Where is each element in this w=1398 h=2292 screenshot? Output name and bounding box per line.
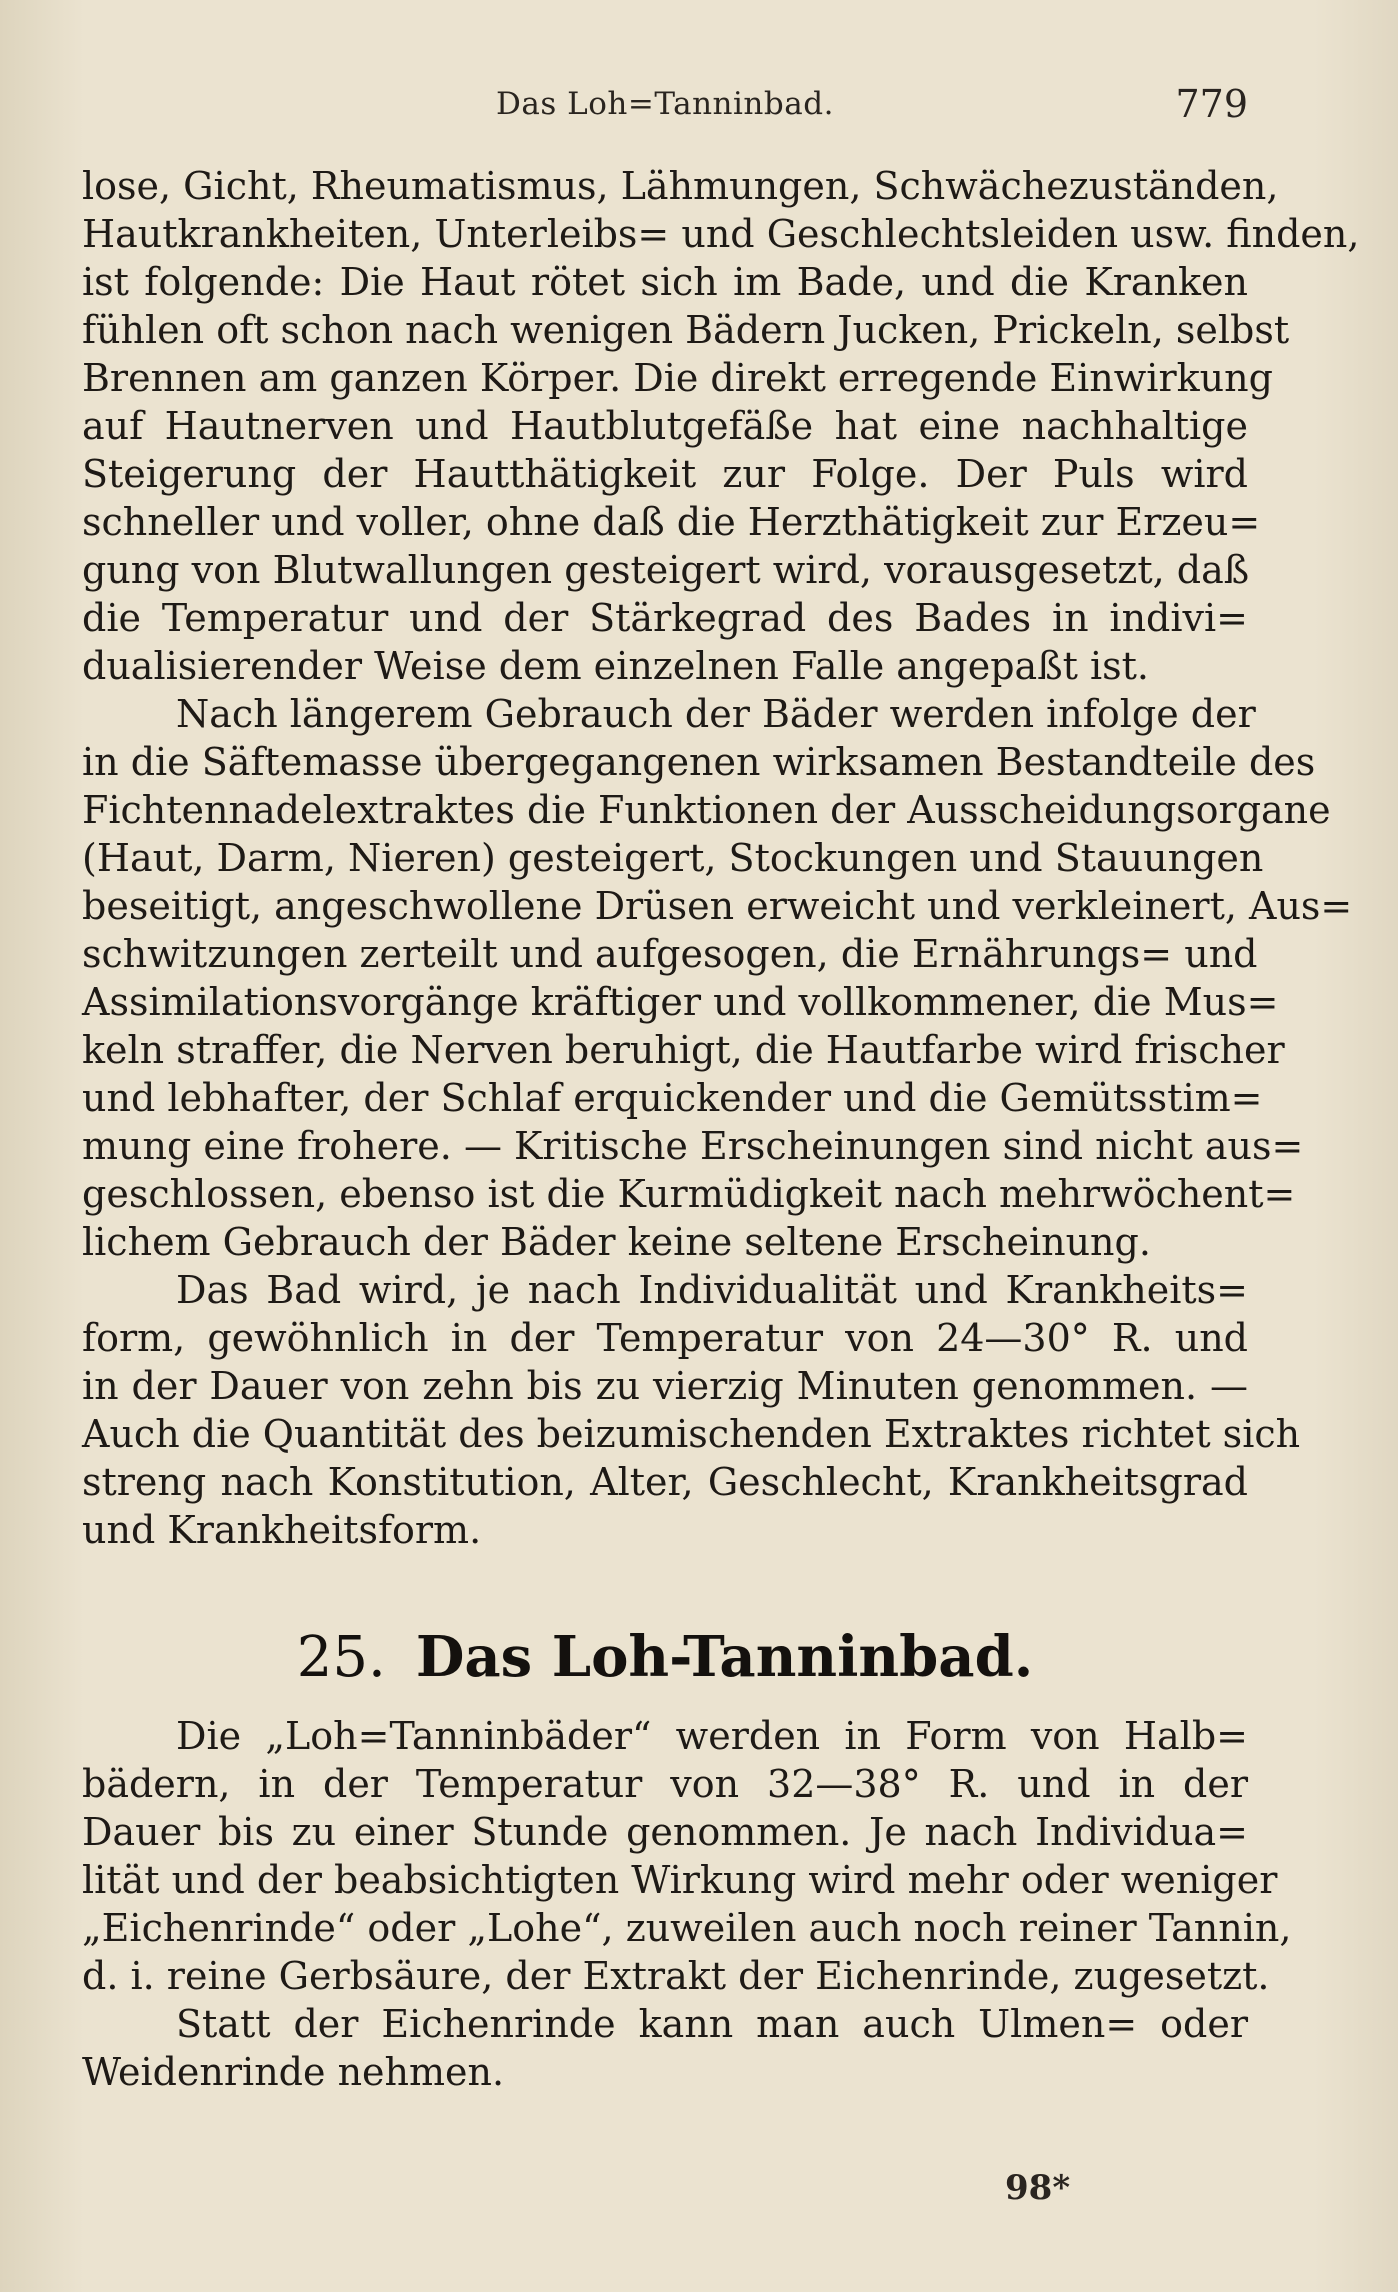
page-header <box>82 78 1248 138</box>
text-line: „Eichenrinde“ oder „Lohe“, zuweilen auch noch reiner Tannin, <box>82 1906 1292 1950</box>
text-line: schneller und voller, ohne daß die Herzthätigkeit zur Erzeu= <box>82 500 1261 544</box>
text-line: auf Hautnerven und Hautblutgefäße hat eine nachhaltige <box>82 404 1248 448</box>
text-line: lichem Gebrauch der Bäder keine seltene Erscheinung. <box>82 1220 1151 1264</box>
text-line: die Temperatur und der Stärkegrad des Bades in indivi= <box>82 596 1248 640</box>
text-line: Nach längerem Gebrauch der Bäder werden infolge der <box>176 692 1256 736</box>
section-heading <box>82 1602 1248 1712</box>
paragraph-4 <box>82 1712 1292 2000</box>
text-line: Brennen am ganzen Körper. Die direkt erregende Einwirkung <box>82 356 1273 400</box>
text-line: d. i. reine Gerbsäure, der Extrakt der Eichenrinde, zugesetzt. <box>82 1954 1270 1998</box>
text-line: Assimilationsvorgänge kräftiger und vollkommener, die Mus= <box>82 980 1279 1024</box>
paragraph-2 <box>82 690 1353 1266</box>
text-line: streng nach Konstitution, Alter, Geschlecht, Krankheitsgrad <box>82 1460 1248 1504</box>
text-line: Das Bad wird, je nach Individualität und Krankheits= <box>176 1268 1248 1312</box>
text-line: beseitigt, angeschwollene Drüsen erweicht und verkleinert, Aus= <box>82 884 1353 928</box>
text-line: lose, Gicht, Rheumatismus, Lähmungen, Schwächezuständen, <box>82 164 1279 208</box>
text-line: mung eine frohere. — Kritische Erscheinungen sind nicht aus= <box>82 1124 1304 1168</box>
text-line: ist folgende: Die Haut rötet sich im Bade, und die Kranken <box>82 260 1248 304</box>
text-line: schwitzungen zerteilt und aufgesogen, die Ernährungs= und <box>82 932 1258 976</box>
text-line: Dauer bis zu einer Stunde genommen. Je nach Individua= <box>82 1810 1248 1854</box>
text-line: fühlen oft schon nach wenigen Bädern Jucken, Prickeln, selbst <box>82 308 1290 352</box>
section-title: Das Loh-Tanninbad. <box>415 1624 1034 1690</box>
text-line: lität und der beabsichtigten Wirkung wird mehr oder weniger <box>82 1858 1278 1902</box>
text-line: in die Säftemasse übergegangenen wirksamen Bestandteile des <box>82 740 1316 784</box>
text-line: keln straffer, die Nerven beruhigt, die Hautfarbe wird frischer <box>82 1028 1285 1072</box>
text-line: Statt der Eichenrinde kann man auch Ulmen= oder <box>176 2002 1248 2046</box>
text-line: Weidenrinde nehmen. <box>82 2050 505 2094</box>
text-line: dualisierender Weise dem einzelnen Falle angepaßt ist. <box>82 644 1149 688</box>
page-number: 779 <box>1175 82 1248 126</box>
text-line: Die „Loh=Tanninbäder“ werden in Form von Halb= <box>176 1714 1248 1758</box>
text-line: und Krankheitsform. <box>82 1508 482 1552</box>
section-number: 25. <box>296 1625 386 1690</box>
text-line: Fichtennadelextraktes die Funktionen der Ausscheidungsorgane <box>82 788 1331 832</box>
text-line: Steigerung der Hautthätigkeit zur Folge. Der Puls wird <box>82 452 1248 496</box>
text-line: Hautkrankheiten, Unterleibs= und Geschlechtsleiden usw. finden, <box>82 212 1360 256</box>
body-text <box>82 162 1360 2096</box>
paragraph-3 <box>82 1266 1301 1554</box>
running-title: Das Loh=Tanninbad. <box>496 86 834 122</box>
paragraph-1 <box>82 162 1360 690</box>
text-line: in der Dauer von zehn bis zu vierzig Minuten genommen. — <box>82 1364 1248 1408</box>
text-line: bädern, in der Temperatur von 32—38° R. und in der <box>82 1762 1248 1806</box>
text-line: geschlossen, ebenso ist die Kurmüdigkeit nach mehrwöchent= <box>82 1172 1296 1216</box>
text-line: gung von Blutwallungen gesteigert wird, vorausgesetzt, daß <box>82 548 1250 592</box>
text-line: und lebhafter, der Schlaf erquickender und die Gemütsstim= <box>82 1076 1263 1120</box>
text-line: form, gewöhnlich in der Temperatur von 24—30° R. und <box>82 1316 1248 1360</box>
text-line: (Haut, Darm, Nieren) gesteigert, Stockungen und Stauungen <box>82 836 1264 880</box>
text-line: Auch die Quantität des beizumischenden Extraktes richtet sich <box>82 1412 1301 1456</box>
paragraph-5 <box>82 2000 1248 2096</box>
signature-mark: 98* <box>1005 2168 1071 2208</box>
